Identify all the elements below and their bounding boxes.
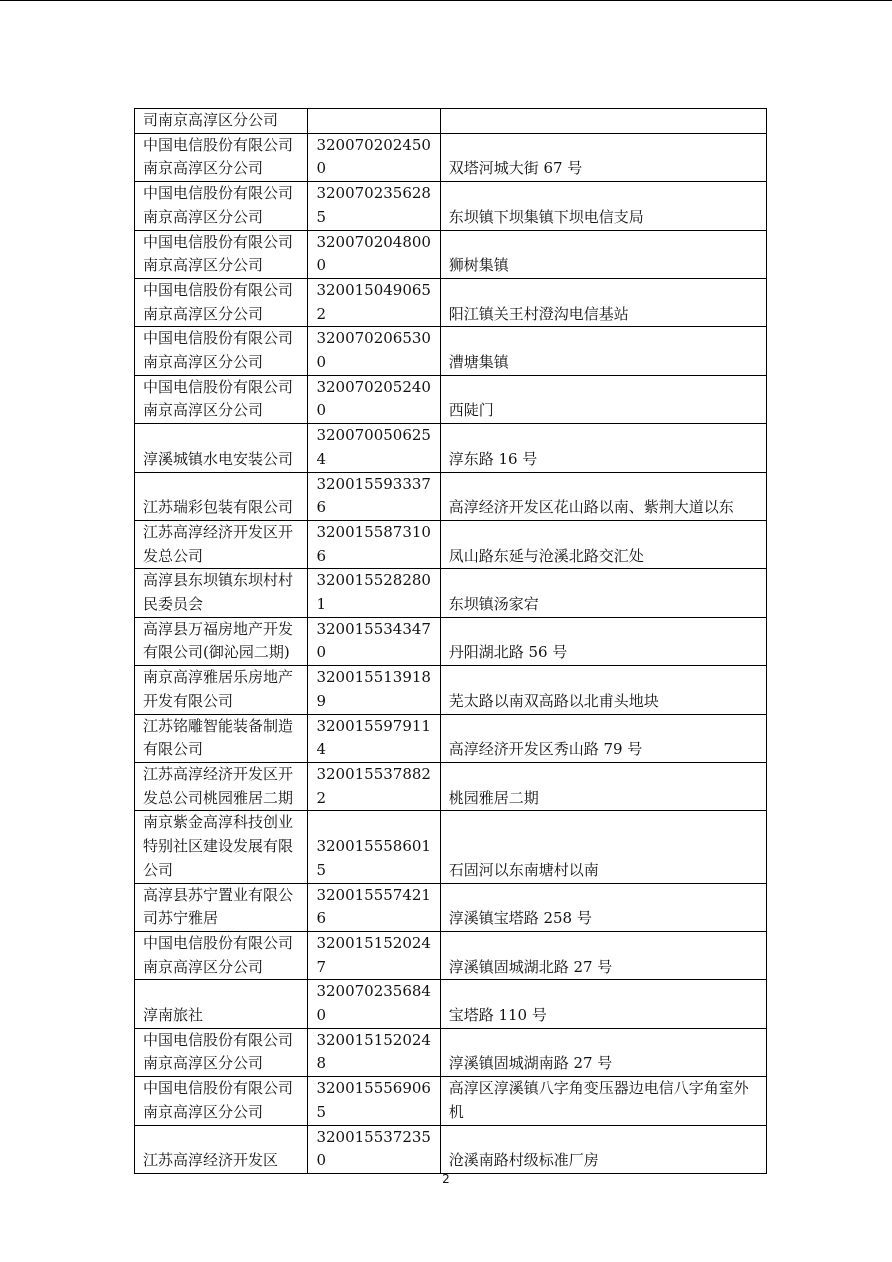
table-row [135, 666, 767, 714]
cell-address: 东坝镇汤家宕 [440, 569, 766, 617]
cell-name: 高淳县万福房地产开发有限公司(御沁园二期) [135, 617, 308, 665]
table-row [135, 569, 767, 617]
cell-code: 3200155586015 [308, 811, 440, 883]
cell-address: 芜太路以南双高路以北甫头地块 [440, 666, 766, 714]
cell-code: 3200702065300 [308, 327, 440, 375]
cell-code: 3200155933376 [308, 472, 440, 520]
cell-code: 3200155873106 [308, 520, 440, 568]
cell-name: 江苏高淳经济开发区开发总公司 [135, 520, 308, 568]
table-row [135, 109, 767, 134]
cell-address: 石固河以东南塘村以南 [440, 811, 766, 883]
table-row [135, 811, 767, 883]
cell-code: 3200155372350 [308, 1125, 440, 1173]
table-row [135, 327, 767, 375]
table-row [135, 472, 767, 520]
cell-name: 江苏铭雕智能装备制造有限公司 [135, 714, 308, 762]
cell-name: 中国电信股份有限公司南京高淳区分公司 [135, 1077, 308, 1125]
cell-address: 沧溪南路村级标准厂房 [440, 1125, 766, 1173]
table-row [135, 883, 767, 931]
data-table [134, 108, 767, 1174]
cell-address: 高淳区淳溪镇八字角变压器边电信八字角室外机 [440, 1077, 766, 1125]
cell-address: 凤山路东延与沧溪北路交汇处 [440, 520, 766, 568]
cell-name: 中国电信股份有限公司南京高淳区分公司 [135, 375, 308, 423]
cell-code: 3200702052400 [308, 375, 440, 423]
cell-name: 中国电信股份有限公司南京高淳区分公司 [135, 1028, 308, 1076]
table-row [135, 980, 767, 1028]
cell-code: 3200150490652 [308, 278, 440, 326]
cell-code: 3200702048000 [308, 230, 440, 278]
cell-code: 3200700506254 [308, 424, 440, 472]
table-row [135, 182, 767, 230]
table-row [135, 230, 767, 278]
cell-name: 江苏高淳经济开发区开发总公司桃园雅居二期 [135, 762, 308, 810]
cell-address: 丹阳湖北路 56 号 [440, 617, 766, 665]
cell-address: 淳东路 16 号 [440, 424, 766, 472]
cell-code: 3200155574216 [308, 883, 440, 931]
cell-code: 3200155282801 [308, 569, 440, 617]
cell-name: 司南京高淳区分公司 [135, 109, 308, 134]
cell-address: 西陡门 [440, 375, 766, 423]
table-row [135, 1028, 767, 1076]
cell-address: 淳溪镇固城湖北路 27 号 [440, 931, 766, 979]
cell-name: 中国电信股份有限公司南京高淳区分公司 [135, 182, 308, 230]
table-row [135, 278, 767, 326]
cell-address: 淳溪镇宝塔路 258 号 [440, 883, 766, 931]
cell-address: 淳溪镇固城湖南路 27 号 [440, 1028, 766, 1076]
table-row [135, 762, 767, 810]
table-row [135, 424, 767, 472]
cell-code: 3200151520247 [308, 931, 440, 979]
cell-name: 南京紫金高淳科技创业特别社区建设发展有限公司 [135, 811, 308, 883]
cell-name: 中国电信股份有限公司南京高淳区分公司 [135, 278, 308, 326]
cell-name: 江苏高淳经济开发区 [135, 1125, 308, 1173]
cell-name: 淳南旅社 [135, 980, 308, 1028]
cell-address: 双塔河城大街 67 号 [440, 133, 766, 181]
cell-name: 中国电信股份有限公司南京高淳区分公司 [135, 230, 308, 278]
cell-name: 中国电信股份有限公司南京高淳区分公司 [135, 327, 308, 375]
table-row [135, 714, 767, 762]
top-rule [0, 0, 892, 1]
cell-address: 东坝镇下坝集镇下坝电信支局 [440, 182, 766, 230]
cell-code: 3200155139189 [308, 666, 440, 714]
table-row [135, 520, 767, 568]
cell-code: 3200155343470 [308, 617, 440, 665]
cell-name: 南京高淳雅居乐房地产开发有限公司 [135, 666, 308, 714]
cell-address: 桃园雅居二期 [440, 762, 766, 810]
cell-name: 江苏瑞彩包装有限公司 [135, 472, 308, 520]
table-row [135, 375, 767, 423]
cell-address: 高淳经济开发区秀山路 79 号 [440, 714, 766, 762]
table-row [135, 1077, 767, 1125]
cell-name: 中国电信股份有限公司南京高淳区分公司 [135, 931, 308, 979]
table-row [135, 133, 767, 181]
page-number: 2 [442, 1172, 450, 1186]
cell-address: 狮树集镇 [440, 230, 766, 278]
cell-address: 漕塘集镇 [440, 327, 766, 375]
cell-name: 中国电信股份有限公司南京高淳区分公司 [135, 133, 308, 181]
cell-code: 3200702356840 [308, 980, 440, 1028]
cell-code: 3200151520248 [308, 1028, 440, 1076]
cell-name: 高淳县苏宁置业有限公司苏宁雅居 [135, 883, 308, 931]
cell-name: 高淳县东坝镇东坝村村民委员会 [135, 569, 308, 617]
table-row [135, 1125, 767, 1173]
cell-code [308, 109, 440, 134]
cell-address: 阳江镇关王村澄沟电信基站 [440, 278, 766, 326]
table-row [135, 931, 767, 979]
table-row [135, 617, 767, 665]
cell-address: 宝塔路 110 号 [440, 980, 766, 1028]
cell-code: 3200155569065 [308, 1077, 440, 1125]
cell-address [440, 109, 766, 134]
cell-name: 淳溪城镇水电安装公司 [135, 424, 308, 472]
cell-code: 3200702356285 [308, 182, 440, 230]
cell-code: 3200155979114 [308, 714, 440, 762]
cell-code: 3200702024500 [308, 133, 440, 181]
cell-code: 3200155378822 [308, 762, 440, 810]
cell-address: 高淳经济开发区花山路以南、紫荆大道以东 [440, 472, 766, 520]
